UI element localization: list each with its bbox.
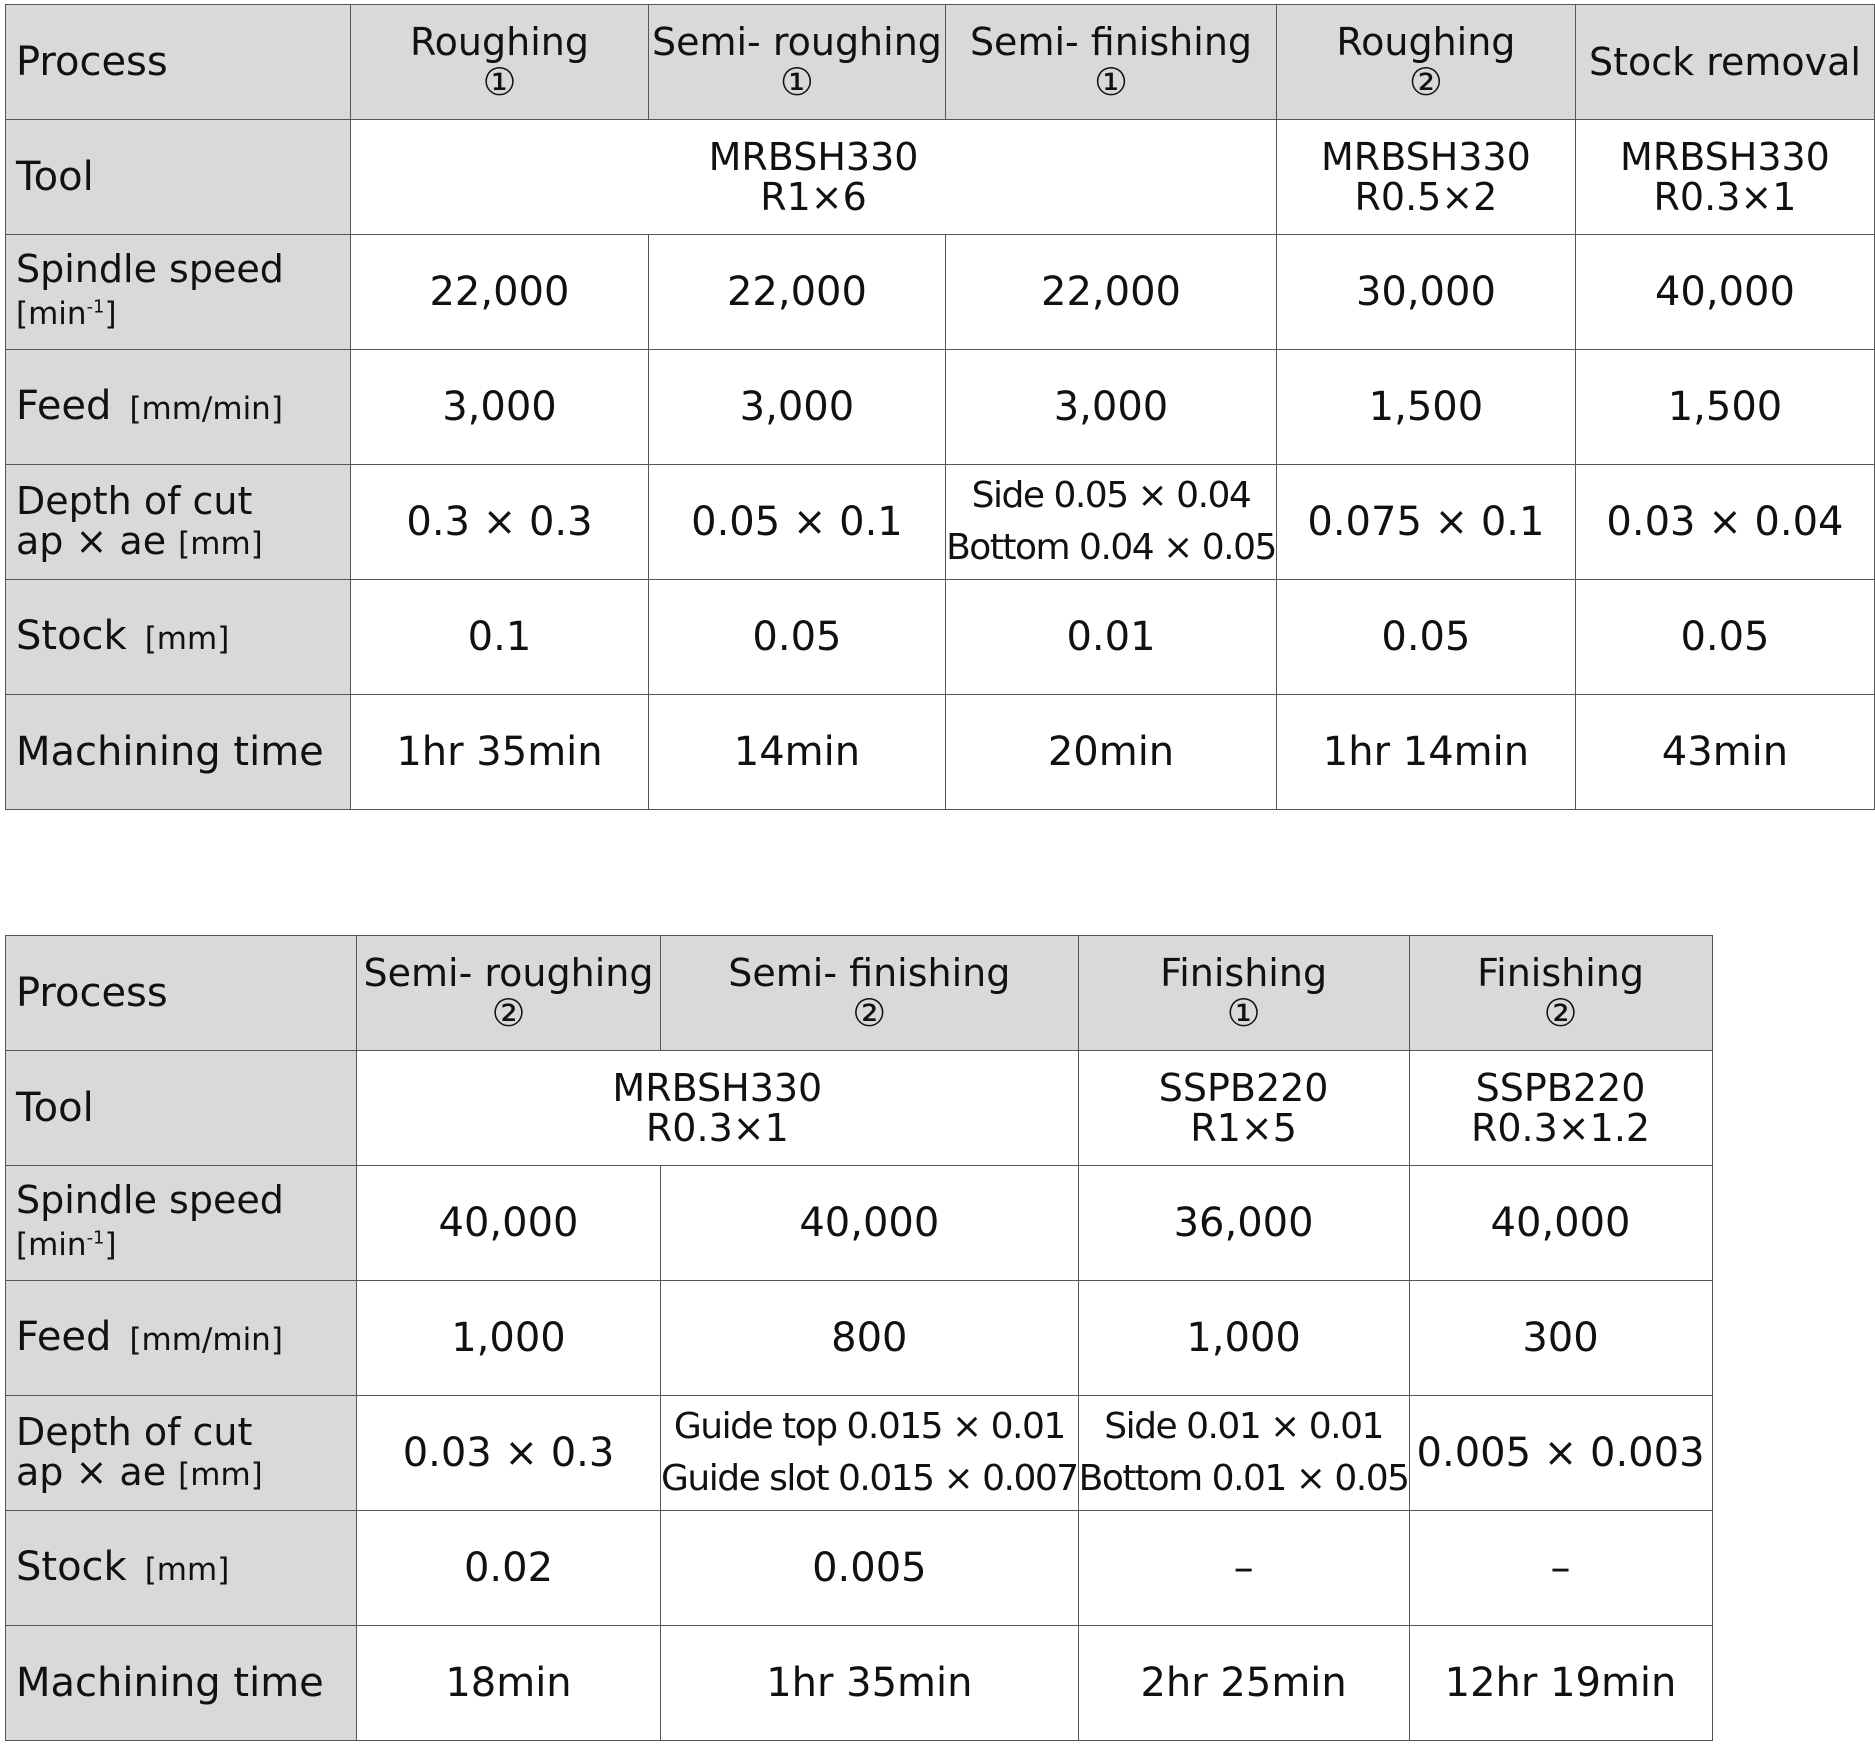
- tool-row: [6, 1051, 1713, 1166]
- tool-model: MRBSH330: [708, 135, 919, 179]
- process-number: ①: [1093, 60, 1129, 104]
- stock-value: 0.05: [648, 580, 945, 695]
- feed-value: 1,000: [1078, 1281, 1409, 1396]
- process-name: Roughing: [1336, 20, 1516, 64]
- depth-of-cut-label: Depth of cut ap × ae [mm]: [6, 465, 351, 580]
- spindle-unit: $[\min^{-1}]$: [16, 295, 117, 332]
- spindle-speed-row: [6, 1166, 1713, 1281]
- process-name: Semi- roughing: [363, 951, 654, 995]
- depth-of-cut-value: 0.03 × 0.3: [357, 1396, 661, 1511]
- process-number: ②: [491, 991, 526, 1035]
- stock-value: –: [1409, 1511, 1712, 1626]
- tool-model: SSPB220: [1158, 1066, 1329, 1110]
- process-header: [351, 5, 649, 120]
- process-label: Process: [6, 936, 357, 1051]
- process-row: [6, 5, 1875, 120]
- machining-time-label: Machining time: [6, 695, 351, 810]
- process-header: [661, 936, 1079, 1051]
- stock-value: –: [1078, 1511, 1409, 1626]
- process-header: [1575, 5, 1874, 120]
- tool-cell: [1409, 1051, 1712, 1166]
- machining-time-value: 2hr 25min: [1078, 1626, 1409, 1741]
- tool-model: MRBSH330: [1321, 135, 1531, 179]
- tool-size: R0.3×1.2: [1470, 1106, 1651, 1150]
- machining-time-value: 1hr 14min: [1276, 695, 1575, 810]
- spindle-speed-value: 30,000: [1276, 235, 1575, 350]
- machining-time-value: 18min: [357, 1626, 661, 1741]
- feed-label: Feed [mm/min]: [6, 1281, 357, 1396]
- feed-value: 3,000: [351, 350, 649, 465]
- process-number: ①: [482, 60, 517, 104]
- feed-value: 800: [661, 1281, 1079, 1396]
- tool-model: MRBSH330: [612, 1066, 823, 1110]
- spindle-speed-label: Spindle speed $[\min^{-1}]$: [6, 1166, 357, 1281]
- machining-time-value: 1hr 35min: [661, 1626, 1079, 1741]
- spindle-speed-label: Spindle speed $[\min^{-1}]$: [6, 235, 351, 350]
- tool-cell: [351, 120, 1277, 235]
- process-name: Semi- finishing: [728, 951, 1011, 995]
- stock-value: 0.05: [1276, 580, 1575, 695]
- machining-conditions-table-1: [5, 4, 1875, 810]
- process-number: ②: [852, 991, 887, 1035]
- depth-of-cut-value: 0.075 × 0.1: [1276, 465, 1575, 580]
- stock-value: 0.1: [351, 580, 649, 695]
- depth-of-cut-row: [6, 1396, 1713, 1511]
- spindle-speed-value: 40,000: [357, 1166, 661, 1281]
- spindle-unit: $[\min^{-1}]$: [16, 1226, 117, 1263]
- depth-of-cut-value: 0.03 × 0.04: [1575, 465, 1874, 580]
- feed-value: 300: [1409, 1281, 1712, 1396]
- machining-time-value: 1hr 35min: [351, 695, 649, 810]
- process-header: [648, 5, 945, 120]
- feed-row: [6, 1281, 1713, 1396]
- machining-conditions-table-2: [5, 935, 1713, 1741]
- feed-value: 1,500: [1276, 350, 1575, 465]
- stock-label: Stock [mm]: [6, 1511, 357, 1626]
- tool-cell: [1078, 1051, 1409, 1166]
- process-number: ①: [1226, 991, 1261, 1035]
- process-row: [6, 936, 1713, 1051]
- tool-size: R0.3×1: [645, 1106, 789, 1150]
- process-name: Finishing: [1477, 951, 1644, 995]
- stock-value: 0.05: [1575, 580, 1874, 695]
- process-header: [1276, 5, 1575, 120]
- machining-time-value: 14min: [648, 695, 945, 810]
- spindle-speed-value: 22,000: [946, 235, 1277, 350]
- stock-row: [6, 1511, 1713, 1626]
- tool-label: Tool: [6, 120, 351, 235]
- tool-size: R1×5: [1190, 1106, 1297, 1150]
- tool-cell: [1276, 120, 1575, 235]
- process-label: Process: [6, 5, 351, 120]
- stock-value: 0.01: [946, 580, 1277, 695]
- spindle-speed-value: 36,000: [1078, 1166, 1409, 1281]
- spindle-speed-value: 40,000: [1409, 1166, 1712, 1281]
- feed-row: [6, 350, 1875, 465]
- machining-time-row: [6, 695, 1875, 810]
- spindle-speed-value: 22,000: [648, 235, 945, 350]
- process-header: [357, 936, 661, 1051]
- stock-label: Stock [mm]: [6, 580, 351, 695]
- tool-cell: [357, 1051, 1079, 1166]
- process-number: ②: [1543, 991, 1578, 1035]
- tool-size: R0.3×1: [1653, 175, 1797, 219]
- spindle-speed-value: 40,000: [1575, 235, 1874, 350]
- spindle-speed-value: 22,000: [351, 235, 649, 350]
- tool-cell: [1575, 120, 1874, 235]
- depth-of-cut-value: 0.005 × 0.003: [1409, 1396, 1712, 1511]
- machining-time-label: Machining time: [6, 1626, 357, 1741]
- machining-time-row: [6, 1626, 1713, 1741]
- machining-time-value: 43min: [1575, 695, 1874, 810]
- process-name: Semi- roughing: [651, 20, 942, 64]
- machining-time-value: 12hr 19min: [1409, 1626, 1712, 1741]
- tool-model: MRBSH330: [1620, 135, 1830, 179]
- stock-value: 0.005: [661, 1511, 1079, 1626]
- depth-of-cut-value: Side 0.01 × 0.01 Bottom 0.01 × 0.05: [1078, 1396, 1409, 1511]
- tool-size: R1×6: [760, 175, 867, 219]
- process-header: [1078, 936, 1409, 1051]
- stock-value: 0.02: [357, 1511, 661, 1626]
- tool-label: Tool: [6, 1051, 357, 1166]
- depth-of-cut-value: 0.05 × 0.1: [648, 465, 945, 580]
- feed-value: 1,000: [357, 1281, 661, 1396]
- stock-row: [6, 580, 1875, 695]
- spindle-speed-row: [6, 235, 1875, 350]
- tool-model: SSPB220: [1475, 1066, 1646, 1110]
- process-number: ②: [1408, 60, 1443, 104]
- process-header: [1409, 936, 1712, 1051]
- feed-value: 1,500: [1575, 350, 1874, 465]
- process-name: Finishing: [1160, 951, 1328, 995]
- process-name: Roughing: [409, 20, 589, 64]
- depth-of-cut-value: Guide top 0.015 × 0.01 Guide slot 0.015 × 0.007: [661, 1396, 1079, 1511]
- tool-size: R0.5×2: [1354, 175, 1498, 219]
- process-name: Stock removal: [1588, 40, 1861, 84]
- feed-label: Feed [mm/min]: [6, 350, 351, 465]
- tool-row: [6, 120, 1875, 235]
- feed-value: 3,000: [648, 350, 945, 465]
- process-number: ①: [779, 60, 814, 104]
- depth-of-cut-label: Depth of cut ap × ae [mm]: [6, 1396, 357, 1511]
- machining-time-value: 20min: [946, 695, 1277, 810]
- process-name: Semi- finishing: [969, 20, 1253, 64]
- feed-value: 3,000: [946, 350, 1277, 465]
- depth-of-cut-row: [6, 465, 1875, 580]
- spindle-speed-value: 40,000: [661, 1166, 1079, 1281]
- process-header: [946, 5, 1277, 120]
- depth-of-cut-value: 0.3 × 0.3: [351, 465, 649, 580]
- depth-of-cut-value: Side 0.05 × 0.04 Bottom 0.04 × 0.05: [946, 465, 1277, 580]
